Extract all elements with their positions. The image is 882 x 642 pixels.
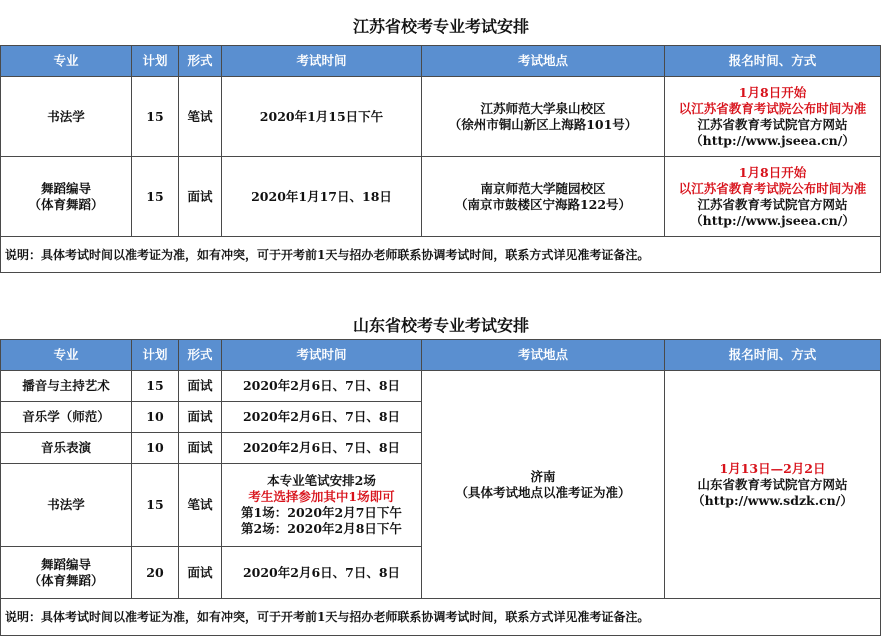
note-text: 说明：具体考试时间以准考证为准，如有冲突，可于开考前1天与招办老师联系协调考试时间，联系方式详见准考证备注。 — [1, 237, 881, 273]
time-cell — [222, 464, 422, 547]
plan-cell: 15 — [132, 371, 179, 402]
form-cell: 笔试 — [179, 77, 222, 157]
signup-url: （http://www.sdzk.cn/） — [692, 492, 853, 508]
major-cell: 书法学 — [1, 464, 132, 547]
col-header-major: 专业 — [1, 340, 132, 371]
plan-cell: 10 — [132, 433, 179, 464]
major-line: （体育舞蹈） — [28, 196, 104, 212]
plan-cell: 15 — [132, 157, 179, 237]
col-header-form: 形式 — [179, 340, 222, 371]
signup-highlight: 以江苏省教育考试院公布时间为准 — [678, 180, 867, 196]
shandong-title: 山东省校考专业考试安排 — [352, 316, 529, 335]
signup-url: （http://www.jseea.cn/） — [690, 212, 855, 228]
form-cell: 面试 — [179, 157, 222, 237]
plan-cell: 15 — [132, 464, 179, 547]
signup-cell — [665, 157, 881, 237]
location-line: 江苏师范大学泉山校区 — [480, 100, 606, 116]
col-header-signup: 报名时间、方式 — [665, 46, 881, 77]
major-line: 舞蹈编导 — [40, 556, 91, 572]
location-line: 南京师范大学随园校区 — [480, 180, 606, 196]
shandong-table — [0, 339, 881, 636]
signup-url: （http://www.jseea.cn/） — [690, 132, 855, 148]
time-cell: 2020年2月6日、7日、8日 — [222, 547, 422, 599]
plan-cell: 20 — [132, 547, 179, 599]
major-cell — [1, 157, 132, 237]
jiangsu-table — [0, 45, 881, 273]
form-cell: 面试 — [179, 547, 222, 599]
time-cell: 2020年1月17日、18日 — [222, 157, 422, 237]
col-header-time: 考试时间 — [222, 46, 422, 77]
signup-cell — [665, 77, 881, 157]
note-row — [1, 237, 881, 273]
col-header-location: 考试地点 — [422, 46, 665, 77]
signup-line: 江苏省教育考试院官方网站 — [697, 116, 848, 132]
time-highlight: 考生选择参加其中1场即可 — [248, 489, 395, 504]
location-line: （具体考试地点以准考证为准） — [455, 484, 631, 500]
location-cell — [422, 371, 665, 599]
plan-cell: 15 — [132, 77, 179, 157]
form-cell: 面试 — [179, 433, 222, 464]
col-header-location: 考试地点 — [422, 340, 665, 371]
location-line: 济南 — [530, 468, 556, 484]
table-row — [1, 77, 881, 157]
time-line: 第2场：2020年2月8日下午 — [241, 521, 402, 536]
major-cell — [1, 547, 132, 599]
location-line: （南京市鼓楼区宁海路122号） — [454, 196, 632, 212]
signup-line: 山东省教育考试院官方网站 — [697, 476, 848, 492]
time-cell: 2020年2月6日、7日、8日 — [222, 433, 422, 464]
time-line: 本专业笔试安排2场 — [267, 473, 376, 488]
major-line: 舞蹈编导 — [40, 180, 91, 196]
major-cell: 书法学 — [1, 77, 132, 157]
table-row — [1, 371, 881, 402]
signup-highlight: 1月13日—2月2日 — [719, 460, 826, 476]
note-row — [1, 599, 881, 636]
signup-highlight: 以江苏省教育考试院公布时间为准 — [678, 100, 867, 116]
time-cell: 2020年1月15日下午 — [222, 77, 422, 157]
col-header-plan: 计划 — [132, 46, 179, 77]
jiangsu-header-row — [1, 46, 881, 77]
form-cell: 笔试 — [179, 464, 222, 547]
form-cell: 面试 — [179, 371, 222, 402]
major-cell: 音乐表演 — [1, 433, 132, 464]
signup-highlight: 1月8日开始 — [738, 84, 807, 100]
major-cell: 音乐学（师范） — [1, 402, 132, 433]
location-cell — [422, 157, 665, 237]
time-line: 第1场：2020年2月7日下午 — [241, 505, 402, 520]
col-header-form: 形式 — [179, 46, 222, 77]
signup-highlight: 1月8日开始 — [738, 164, 807, 180]
form-cell: 面试 — [179, 402, 222, 433]
col-header-major: 专业 — [1, 46, 132, 77]
col-header-time: 考试时间 — [222, 340, 422, 371]
time-cell: 2020年2月6日、7日、8日 — [222, 371, 422, 402]
signup-cell — [665, 371, 881, 599]
table-row — [1, 157, 881, 237]
col-header-signup: 报名时间、方式 — [665, 340, 881, 371]
col-header-plan: 计划 — [132, 340, 179, 371]
jiangsu-title: 江苏省校考专业考试安排 — [352, 17, 529, 36]
shandong-header-row — [1, 340, 881, 371]
major-cell: 播音与主持艺术 — [1, 371, 132, 402]
major-line: （体育舞蹈） — [28, 572, 104, 588]
location-cell — [422, 77, 665, 157]
time-cell: 2020年2月6日、7日、8日 — [222, 402, 422, 433]
location-line: （徐州市铜山新区上海路101号） — [448, 116, 638, 132]
note-text: 说明：具体考试时间以准考证为准，如有冲突，可于开考前1天与招办老师联系协调考试时间，联系方式详见准考证备注。 — [1, 599, 881, 636]
signup-line: 江苏省教育考试院官方网站 — [697, 196, 848, 212]
plan-cell: 10 — [132, 402, 179, 433]
